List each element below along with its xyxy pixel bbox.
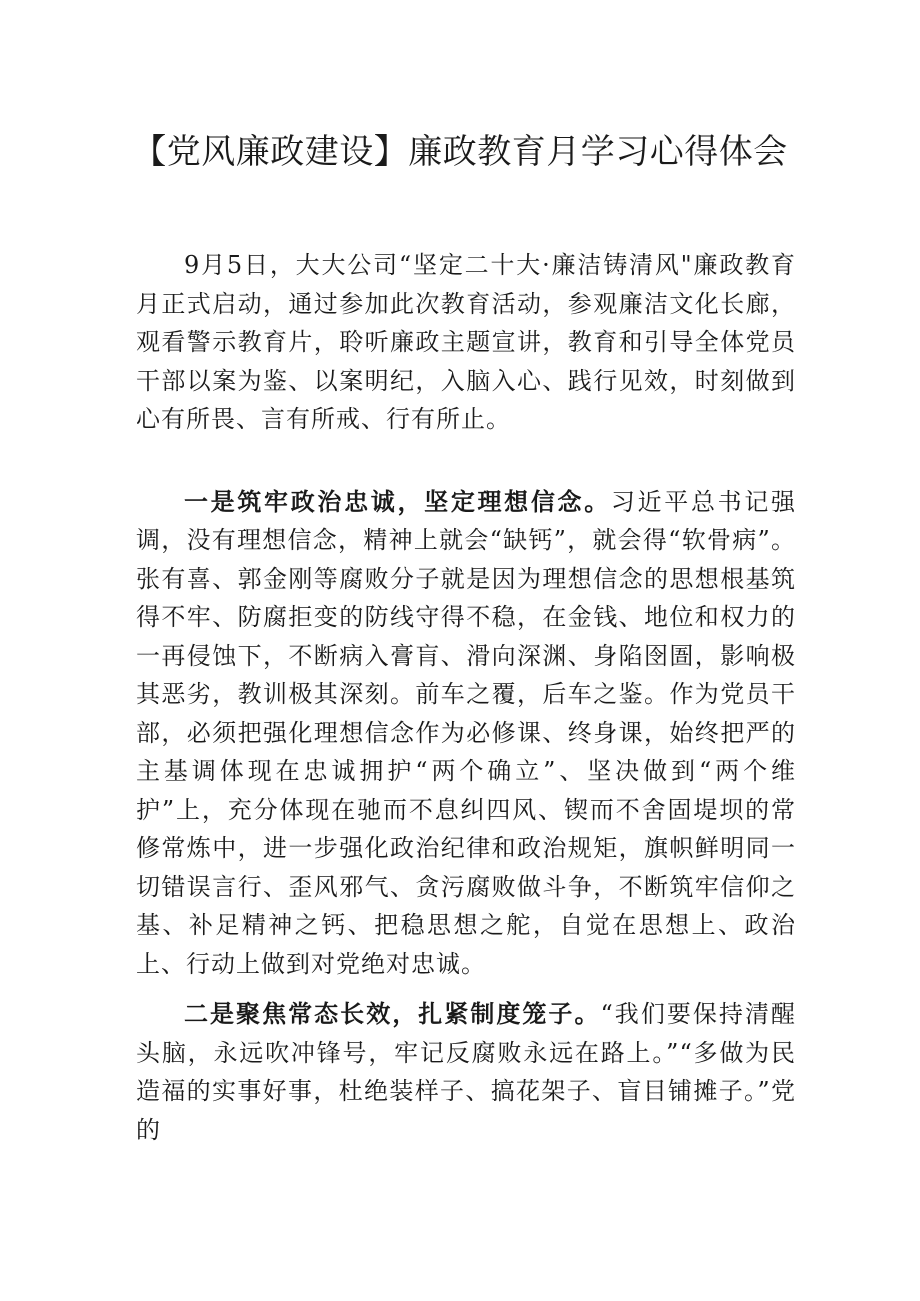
document-title: 【党风廉政建设】廉政教育月学习心得体会: [132, 132, 788, 172]
paragraph-point-one: [136, 483, 796, 984]
document-body: [136, 246, 796, 1149]
paragraph-point-one-text: 习近平总书记强调，没有理想信念，精神上就会“缺钙”，就会得“软骨病”。张有喜、郭金刚等腐败分子就是因为理想信念的思想根基筑得不牢、防腐拒变的防线守得不稳，在金钱、地位和权力的一再侵蚀下，不断病入膏肓、滑向深渊、身陷囹圄，影响极其恶劣，教训极其深刻。前车之覆，后车之鉴。作为党员干部，必须把强化理想信念作为必修课、终身课，始终把严的主基调体现在忠诚拥护“两个确立”、坚决做到“两个维护”上，充分体现在驰而不息纠四风、锲而不舍固堤坝的常修常炼中，进一步强化政治纪律和政治规矩，旗帜鲜明同一切错误言行、歪风邪气、贪污腐败做斗争，不断筑牢信仰之基、补足精神之钙、把稳思想之舵，自觉在思想上、政治上、行动上做到对党绝对忠诚。: [136, 487, 797, 978]
paragraph-intro: [136, 246, 796, 439]
paragraph-intro-text: 9月5日，大大公司“坚定二十大·廉洁铸清风"廉政教育月正式启动，通过参加此次教育活动，参观廉洁文化长廊，观看警示教育片，聆听廉政主题宣讲，教育和引导全体党员干部以案为鉴、以案明纪，入脑入心、践行见效，时刻做到心有所畏、言有所戒、行有所止。: [136, 251, 796, 433]
paragraph-point-two: [136, 995, 796, 1149]
paragraph-point-two-heading: 二是聚焦常态长效，扎紧制度笼子。: [184, 1000, 601, 1028]
paragraph-point-two-text: “我们要保持清醒头脑，永远吹冲锋号，牢记反腐败永远在路上。”“多做为民造福的实事好事，杜绝装样子、搞花架子、盲目铺摊子。”党的: [136, 1000, 796, 1144]
paragraph-point-one-heading: 一是筑牢政治忠诚，坚定理想信念。: [184, 487, 611, 516]
